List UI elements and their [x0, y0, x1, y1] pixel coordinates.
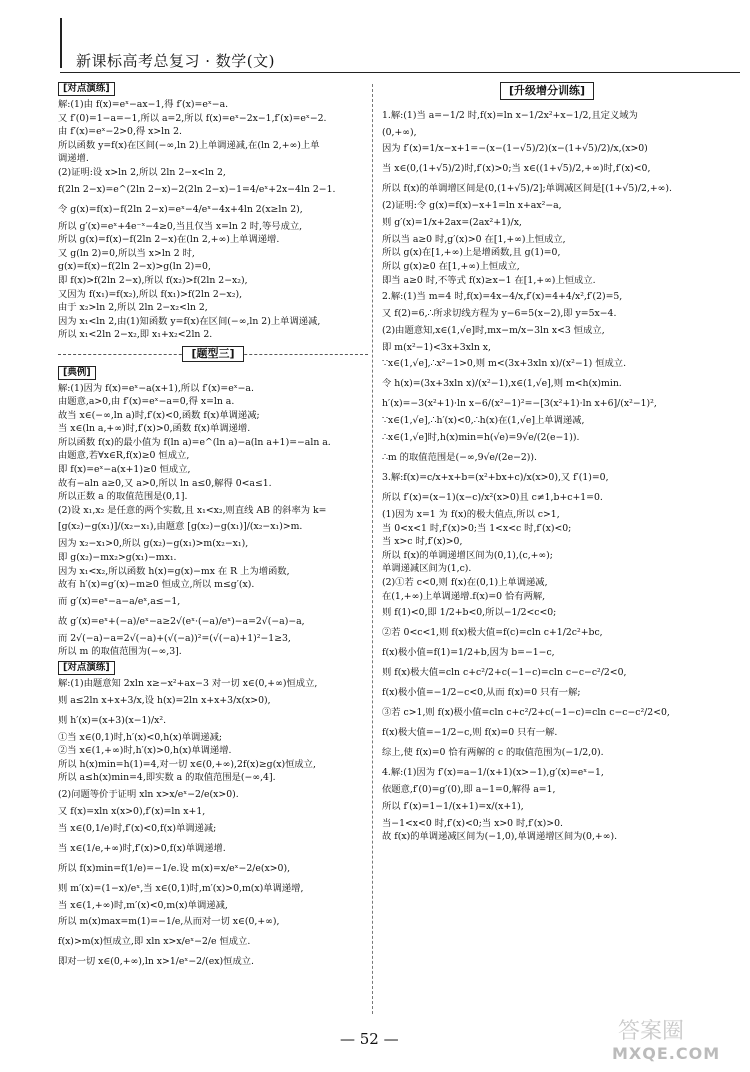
text-line: 所以 f(x)的单调增区间是(0,(1+√5)/2];单调减区间是[(1+√5)/2,+∞). — [382, 183, 672, 195]
text-line: 所以 m(x)max=m(1)=−1/e,从而对一切 x∈(0,+∞), — [58, 916, 280, 928]
text-line: 所以 m 的取值范围为(−∞,3]. — [58, 646, 182, 658]
page-number: — 52 — — [340, 1030, 399, 1048]
section-title-text: [题型三] — [182, 346, 243, 362]
text-line: 因为 x₁<ln 2,由(1)知函数 y=f(x)在区间(−∞,ln 2)上单调递减, — [58, 315, 321, 327]
text-line: 依题意,f′(0)=g′(0),即 a−1=0,解得 a=1, — [382, 784, 556, 796]
text-line: 即 m(x²−1)<3x+3xln x, — [382, 341, 492, 353]
text-line: 即对一切 x∈(0,+∞),ln x>1/eˣ−2/(ex)恒成立. — [58, 956, 255, 968]
header-rule — [60, 72, 740, 73]
text-line: (2)①若 c<0,则 f(x)在(0,1)上单调递减, — [382, 576, 548, 588]
text-line: 当 x∈(0,(1+√5)/2)时,f′(x)>0;当 x∈((1+√5)/2,+∞)时,f′(x)<0, — [382, 163, 651, 175]
text-line: 故 g′(x)=eˣ+(−a)/eˣ−a≥2√(eˣ·(−a)/eˣ)−a=2√(−a)−a, — [58, 615, 305, 627]
text-line: ②当 x∈(1,+∞)时,h′(x)>0,h(x)单调递增. — [58, 745, 232, 757]
text-line: 所以当 a≥0 时,g′(x)>0 在[1,+∞)上恒成立, — [382, 233, 566, 245]
block-3 — [58, 677, 368, 972]
text-line: 所以 g(x)在[1,+∞)上是增函数,且 g(1)=0, — [382, 247, 561, 259]
text-line: ∵x∈(1,√e],∴h′(x)<0,∴h(x)在(1,√e]上单调递减, — [382, 415, 585, 427]
text-line: 当 x∈(1,+∞)时,m′(x)<0,m(x)单调递减, — [58, 899, 228, 911]
book-title: 新课标高考总复习 · 数学(文) — [76, 52, 276, 70]
text-line: 由题意,a>0,由 f′(x)=eˣ−a=0,得 x=ln a. — [58, 396, 235, 408]
text-line: 单调递减区间为(1,c). — [382, 563, 472, 575]
text-line: 又 f(x)=xln x(x>0),f′(x)=ln x+1, — [58, 805, 206, 817]
text-line: 所以 a≤h(x)min=4,即实数 a 的取值范围是(−∞,4]. — [58, 772, 276, 784]
problem-3 — [382, 468, 712, 763]
text-line: 则 f(1)<0,即 1/2+b<0,所以−1/2<c<0; — [382, 607, 557, 619]
right-column — [382, 80, 712, 844]
text-line: f(x)极小值=f(1)=1/2+b,因为 b=−1−c, — [382, 647, 555, 659]
text-line: 解:(1)由题意知 2xln x≥−x²+ax−3 对一切 x∈(0,+∞)恒成立, — [58, 678, 318, 689]
text-line: ∵x∈(1,√e],∴x²−1>0,则 m<(3x+3xln x)/(x²−1) 恒成立. — [382, 358, 627, 370]
text-line: h′(x)=−3(x²+1)·ln x−6/(x²−1)²=−[3(x²+1)·ln x+6]/(x²−1)², — [382, 398, 657, 410]
text-line: 即 g(x₂)−mx₂>g(x₁)−mx₁. — [58, 552, 177, 564]
text-line: 由 f′(x)=eˣ−2>0,得 x>ln 2. — [58, 126, 182, 138]
text-line: 4.解:(1)因为 f′(x)=a−1/(x+1)(x>−1),g′(x)=eˣ−1, — [382, 767, 604, 779]
text-line: 故有 h′(x)=g′(x)−m≥0 恒成立,所以 m≤g′(x). — [58, 579, 255, 591]
left-column — [58, 80, 368, 972]
text-line: 所以 f′(x)=(x−1)(x−c)/x²(x>0)且 c≠1,b+c+1=0. — [382, 491, 603, 503]
text-line: 则 g′(x)=1/x+2ax=(2ax²+1)/x, — [382, 216, 522, 228]
text-line: 则 a≤2ln x+x+3/x,设 h(x)=2ln x+x+3/x(x>0), — [58, 694, 271, 706]
text-line: 综上,使 f(x)=0 恰有两解的 c 的取值范围为(−1/2,0). — [382, 747, 604, 759]
text-line: f(x)>m(x)恒成立,即 xln x>x/eˣ−2/e 恒成立. — [58, 936, 251, 948]
text-line: g(x)=f(x)−f(2ln 2−x)>g(ln 2)=0, — [58, 261, 211, 273]
text-line: 因为 x₂−x₁>0,所以 g(x₂)−g(x₁)>m(x₂−x₁), — [58, 538, 249, 550]
text-line: 在(1,+∞)上单调递增.f(x)=0 恰有两解, — [382, 590, 546, 602]
text-line: (2)问题等价于证明 xln x>x/eˣ−2/e(x>0). — [58, 788, 239, 800]
text-line: (0,+∞), — [382, 126, 417, 138]
column-divider — [372, 84, 373, 1014]
text-line: 1.解:(1)当 a=−1/2 时,f(x)=ln x−1/2x²+x−1/2,且定义域为 — [382, 109, 638, 121]
text-line: ②若 0<c<1,则 f(x)极大值=f(c)=cln c+1/2c²+bc, — [382, 627, 603, 639]
watermark-text: MXQE.COM — [612, 1044, 721, 1063]
text-line: 当 x∈(1/e,+∞)时,f′(x)>0,f(x)单调递增. — [58, 842, 226, 854]
text-line: 则 h′(x)=(x+3)(x−1)/x². — [58, 714, 167, 726]
text-line: 调递增. — [58, 153, 89, 165]
text-line: ∴m 的取值范围是(−∞,9√e/(2e−2)). — [382, 451, 538, 463]
text-line: ∴x∈(1,√e]时,h(x)min=h(√e)=9√e/(2(e−1)). — [382, 431, 580, 443]
text-line: 当 x∈(ln a,+∞)时,f′(x)>0,函数 f(x)单调递增. — [58, 423, 251, 435]
text-line: 令 g(x)=f(x)−f(2ln 2−x)=eˣ−4/eˣ−4x+4ln 2(x≥ln 2), — [58, 203, 303, 215]
text-line: 当 0<x<1 时,f′(x)>0;当 1<x<c 时,f′(x)<0; — [382, 522, 572, 534]
text-line: 所以函数 y=f(x)在区间(−∞,ln 2)上单调递减,在(ln 2,+∞)上单 — [58, 139, 320, 151]
text-line: 由题意,若∀x∈R,f(x)≥0 恒成立, — [58, 450, 190, 462]
box-label-example: [典例] — [58, 366, 96, 380]
text-line: 所以 g′(x)=eˣ+4e⁻ˣ−4≥0,当且仅当 x=ln 2 时,等号成立, — [58, 220, 303, 232]
text-line: 因为 f′(x)=1/x−x+1=−(x−(1−√5)/2)(x−(1+√5)/2)/x,(x>0) — [382, 143, 648, 155]
text-line: (2)证明:令 g(x)=f(x)−x+1=ln x+ax²−a, — [382, 200, 562, 212]
text-line: 所以 h(x)min=h(1)=4,对一切 x∈(0,+∞),2f(x)≥g(x)恒成立, — [58, 758, 316, 770]
text-line: 又 f′(0)=1−a=−1,所以 a=2,所以 f(x)=eˣ−2x−1,f′(x)=eˣ−2. — [58, 112, 327, 124]
page-header — [22, 0, 742, 70]
problem-4 — [382, 763, 712, 844]
problem-1 — [382, 106, 712, 288]
text-line: 所以 f′(x)=1−1/(x+1)=x/(x+1), — [382, 800, 524, 812]
text-line: 所以 g(x)=f(x)−f(2ln 2−x)在(ln 2,+∞)上单调递增. — [58, 234, 280, 246]
text-line: [g(x₂)−g(x₁)]/(x₂−x₁),由题意 [g(x₂)−g(x₁)]/(x₂−x₁)>m. — [58, 521, 303, 533]
text-line: 令 h(x)=(3x+3xln x)/(x²−1),x∈(1,√e],则 m<h(x)min. — [382, 378, 622, 390]
text-line: 又因为 f(x₁)=f(x₂),所以 f(x₁)>f(2ln 2−x₂), — [58, 288, 243, 300]
text-line: 则 m′(x)=(1−x)/eˣ,当 x∈(0,1)时,m′(x)>0,m(x)单调递增, — [58, 882, 304, 894]
text-line: 由于 x₂>ln 2,所以 2ln 2−x₂<ln 2, — [58, 302, 208, 314]
text-line: 所以函数 f(x)的最小值为 f(ln a)=e^(ln a)−a(ln a+1)=−aln a. — [58, 436, 331, 448]
section-title-advanced — [382, 82, 712, 100]
text-line: 故 f(x)的单调递减区间为(−1,0),单调递增区间为(0,+∞). — [382, 831, 618, 843]
text-line: ①当 x∈(0,1)时,h′(x)<0,h(x)单调递减; — [58, 731, 223, 743]
block-1 — [58, 98, 368, 342]
text-line: 则 f(x)极大值=cln c+c²/2+c(−1−c)=cln c−c−c²/2<0, — [382, 667, 627, 679]
header-vertical-bar — [60, 18, 62, 68]
text-line: 因为 x₁<x₂,所以函数 h(x)=g(x)−mx 在 R 上为增函数, — [58, 565, 290, 577]
text-line: 当 x∈(0,1/e)时,f′(x)<0,f(x)单调递减; — [58, 822, 217, 834]
text-line: ③若 c>1,则 f(x)极小值=cln c+c²/2+c(−1−c)=cln c−c−c²/2<0, — [382, 707, 670, 719]
text-line: 所以 g(x)≥0 在[1,+∞)上恒成立, — [382, 260, 520, 272]
text-line: 所以 x₁<2ln 2−x₂,即 x₁+x₂<2ln 2. — [58, 329, 213, 341]
text-line: f(x)极大值=−1/2−c,则 f(x)=0 只有一解. — [382, 727, 558, 739]
text-line: 即 f(x)>f(2ln 2−x),所以 f(x₂)>f(2ln 2−x₂), — [58, 274, 248, 286]
text-line: 3.解:f(x)=c/x+x+b=(x²+bx+c)/x(x>0),又 f′(1)=0, — [382, 471, 609, 483]
text-line: 2.解:(1)当 m=4 时,f(x)=4x−4/x,f′(x)=4+4/x²,f′(2)=5, — [382, 291, 623, 303]
text-line: 所以 f(x)的单调递增区间为(0,1),(c,+∞); — [382, 549, 553, 561]
text-line: (2)由题意知,x∈(1,√e]时,mx−m/x−3ln x<3 恒成立, — [382, 324, 605, 336]
text-line: (2)证明:设 x>ln 2,所以 2ln 2−x<ln 2, — [58, 166, 226, 178]
problem-2 — [382, 287, 712, 468]
text-line: 而 2√(−a)−a=2√(−a)+(√(−a))²=(√(−a)+1)²−1≥3, — [58, 632, 291, 644]
text-line: f(2ln 2−x)=e^(2ln 2−x)−2(2ln 2−x)−1=4/eˣ+2x−4ln 2−1. — [58, 183, 336, 195]
text-line: f(x)极小值=−1/2−c<0,从而 f(x)=0 只有一解; — [382, 687, 581, 699]
text-line: 即 f(x)=eˣ−a(x+1)≥0 恒成立, — [58, 464, 191, 476]
text-line: (1)因为 x=1 为 f(x)的极大值点,所以 c>1, — [382, 508, 560, 520]
text-line: 即当 a≥0 时,不等式 f(x)≥x−1 在[1,+∞)上恒成立. — [382, 274, 596, 286]
text-line: 解:(1)由 f(x)=eˣ−ax−1,得 f′(x)=eˣ−a. — [58, 99, 229, 110]
section-title-text: [升级增分训练] — [500, 82, 594, 100]
text-line: 故当 x∈(−∞,ln a)时,f′(x)<0,函数 f(x)单调递减; — [58, 409, 260, 421]
watermark-logo-icon: 答案圈 — [618, 1019, 685, 1044]
text-line: 而 g′(x)=eˣ−a−a/eˣ,a≤−1, — [58, 595, 181, 607]
text-line: 又 g(ln 2)=0,所以当 x>ln 2 时, — [58, 247, 195, 259]
text-line: 当 x>c 时,f′(x)>0, — [382, 536, 463, 548]
text-line: 故有−aln a≥0,又 a>0,所以 ln a≤0,解得 0<a≤1. — [58, 477, 272, 489]
text-line: 所以正数 a 的取值范围是(0,1]. — [58, 491, 188, 503]
text-line: 当−1<x<0 时,f′(x)<0;当 x>0 时,f′(x)>0. — [382, 817, 563, 829]
box-label-practice-2: [对点演练] — [58, 661, 115, 675]
section-title-type-3 — [58, 346, 368, 362]
block-2 — [58, 382, 368, 660]
text-line: (2)设 x₁,x₂ 是任意的两个实数,且 x₁<x₂,则直线 AB 的斜率为 k= — [58, 504, 327, 516]
text-line: 所以 f(x)min=f(1/e)=−1/e.设 m(x)=x/eˣ−2/e(x>0), — [58, 862, 291, 874]
text-line: 解:(1)因为 f(x)=eˣ−a(x+1),所以 f′(x)=eˣ−a. — [58, 382, 254, 394]
box-label-practice-1: [对点演练] — [58, 82, 115, 96]
text-line: 又 f(2)=6,∴所求切线方程为 y−6=5(x−2),即 y=5x−4. — [382, 308, 617, 320]
watermark — [612, 1014, 732, 1066]
